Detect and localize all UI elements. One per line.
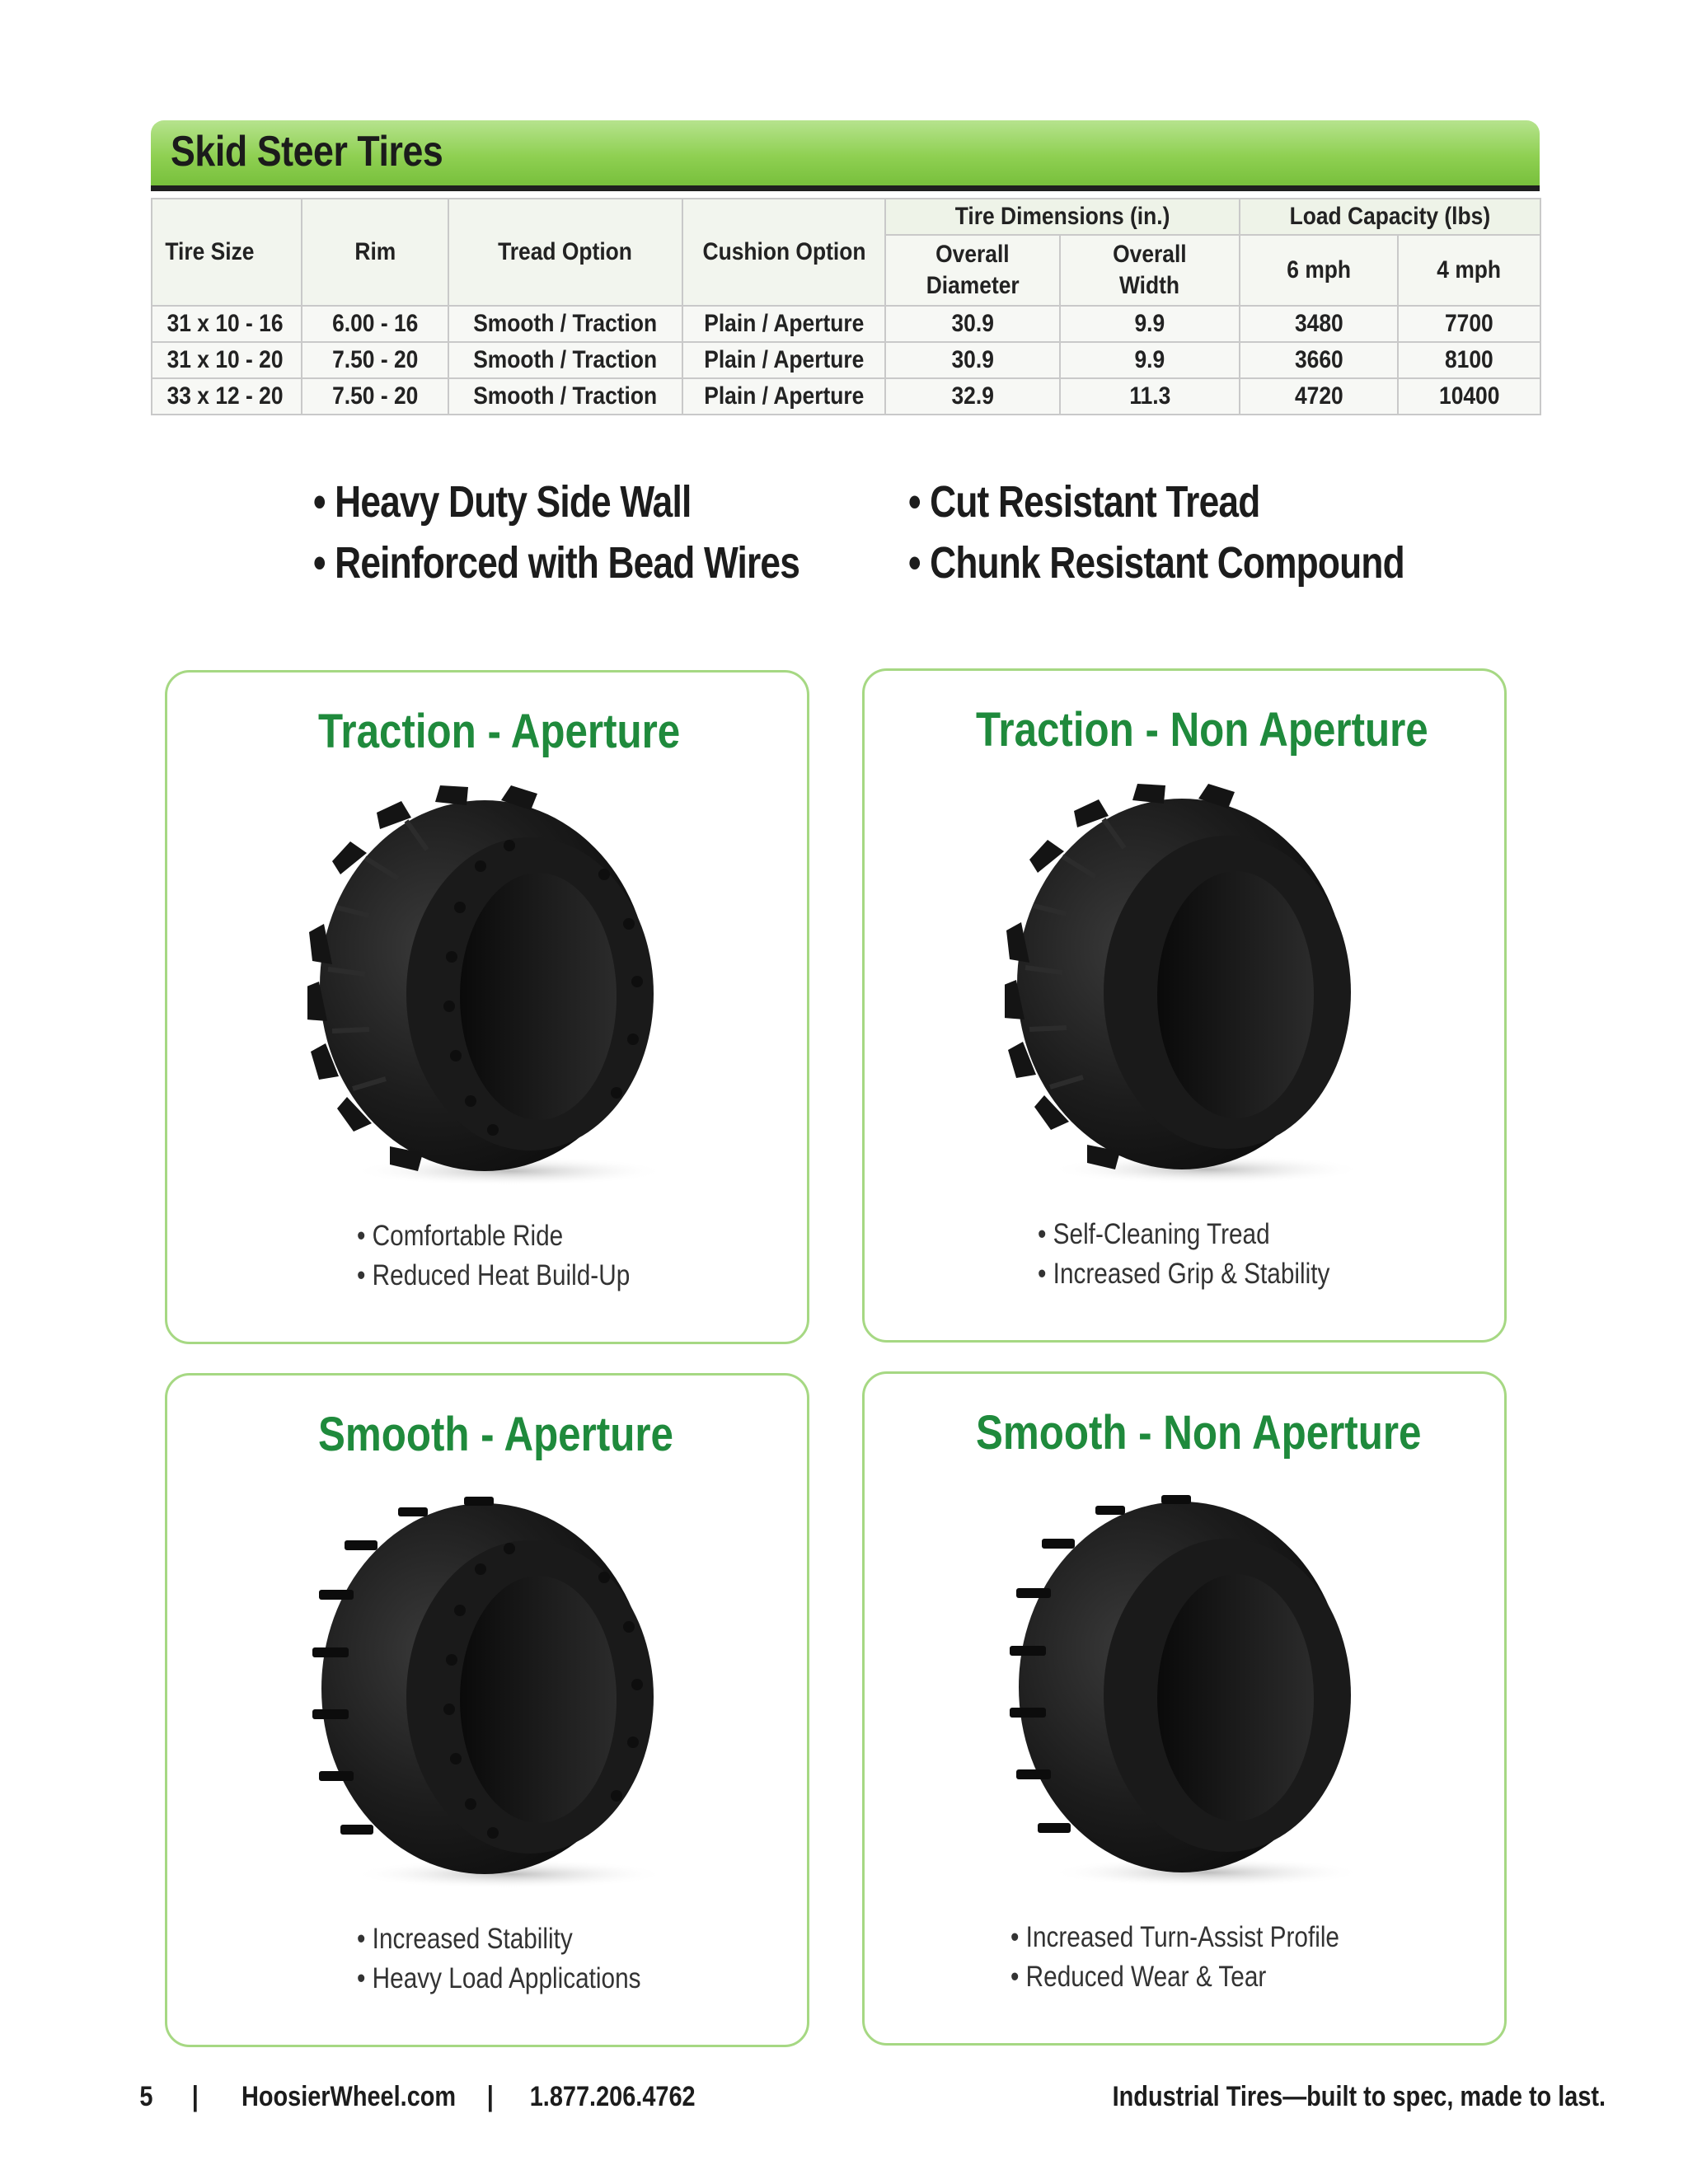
table-cell-width: 11.3 — [1060, 378, 1240, 415]
header-tread-option: Tread Option — [448, 199, 682, 306]
table-cell-cap4: 10400 — [1398, 378, 1540, 415]
table-cell-cap4: 7700 — [1398, 306, 1540, 342]
section-title: Skid Steer Tires — [171, 128, 443, 176]
header-tire-size: Tire Size — [152, 199, 302, 306]
card-bullets — [357, 1919, 641, 1999]
table-cell-size: 31 x 10 - 16 — [152, 306, 302, 342]
bullet-item: • Increased Grip & Stability — [1038, 1254, 1329, 1294]
bullet-item: • Increased Turn-Assist Profile — [1010, 1918, 1339, 1957]
footer-separator: | — [486, 2081, 494, 2112]
feature-bead-wires: • Reinforced with Bead Wires — [313, 538, 800, 588]
header-overall-width: Overall Width — [1060, 235, 1240, 306]
table-cell-cushion: Plain / Aperture — [682, 306, 885, 342]
table-cell-rim: 7.50 - 20 — [302, 342, 448, 378]
footer-tagline: Industrial Tires—built to spec, made to last. — [1112, 2081, 1606, 2112]
table-header-row — [152, 199, 1540, 235]
table-cell-rim: 6.00 - 16 — [302, 306, 448, 342]
specs-table — [151, 198, 1541, 415]
header-rim: Rim — [302, 199, 448, 306]
table-row — [152, 378, 1540, 415]
bullet-item: • Self-Cleaning Tread — [1038, 1215, 1329, 1254]
table-row — [152, 342, 1540, 378]
footer-separator: | — [191, 2081, 199, 2112]
table-cell-width: 9.9 — [1060, 306, 1240, 342]
footer-phone: 1.877.206.4762 — [529, 2081, 696, 2112]
header-overall-diameter: Overall Diameter — [885, 235, 1060, 306]
card-title: Smooth - Non Aperture — [976, 1406, 1422, 1460]
header-6mph: 6 mph — [1240, 235, 1398, 306]
table-cell-size: 33 x 12 - 20 — [152, 378, 302, 415]
feature-sidewall: • Heavy Duty Side Wall — [313, 477, 692, 527]
header-cushion-option: Cushion Option — [682, 199, 885, 306]
bullet-item: • Reduced Heat Build-Up — [357, 1256, 630, 1296]
card-title: Traction - Aperture — [318, 705, 681, 758]
bullet-item: • Reduced Wear & Tear — [1010, 1957, 1339, 1997]
card-smooth-non-aperture — [862, 1371, 1507, 2046]
table-cell-diameter: 30.9 — [885, 306, 1060, 342]
table-cell-cap4: 8100 — [1398, 342, 1540, 378]
table-cell-diameter: 32.9 — [885, 378, 1060, 415]
card-title: Traction - Non Aperture — [976, 703, 1428, 757]
table-cell-diameter: 30.9 — [885, 342, 1060, 378]
section-header-bar — [151, 120, 1540, 191]
table-cell-cap6: 4720 — [1240, 378, 1398, 415]
header-load-capacity: Load Capacity (lbs) — [1240, 199, 1540, 235]
card-bullets — [357, 1216, 630, 1296]
bullet-item: • Increased Stability — [357, 1919, 641, 1959]
table-cell-rim: 7.50 - 20 — [302, 378, 448, 415]
header-tire-dimensions: Tire Dimensions (in.) — [885, 199, 1240, 235]
header-4mph: 4 mph — [1398, 235, 1540, 306]
smooth-aperture-tire-image — [307, 1487, 670, 1899]
card-smooth-aperture — [165, 1373, 809, 2047]
card-traction-non-aperture — [862, 668, 1507, 1343]
bullet-item: • Comfortable Ride — [357, 1216, 630, 1256]
table-cell-cushion: Plain / Aperture — [682, 378, 885, 415]
footer-page-number: 5 — [139, 2081, 153, 2112]
smooth-non-aperture-tire-image — [1005, 1485, 1367, 1897]
card-title: Smooth - Aperture — [318, 1408, 673, 1461]
feature-cut-resistant: • Cut Resistant Tread — [908, 477, 1260, 527]
card-bullets — [1010, 1918, 1339, 1997]
table-body — [152, 306, 1540, 415]
feature-chunk-resistant: • Chunk Resistant Compound — [908, 538, 1404, 588]
bullet-item: • Heavy Load Applications — [357, 1959, 641, 1999]
table-cell-cap6: 3480 — [1240, 306, 1398, 342]
table-cell-width: 9.9 — [1060, 342, 1240, 378]
table-cell-tread: Smooth / Traction — [448, 342, 682, 378]
table-cell-size: 31 x 10 - 20 — [152, 342, 302, 378]
table-cell-cushion: Plain / Aperture — [682, 342, 885, 378]
table-row — [152, 306, 1540, 342]
traction-non-aperture-tire-image — [1005, 782, 1367, 1194]
table-cell-tread: Smooth / Traction — [448, 378, 682, 415]
table-cell-tread: Smooth / Traction — [448, 306, 682, 342]
table-cell-cap6: 3660 — [1240, 342, 1398, 378]
footer-website-link[interactable]: HoosierWheel.com — [241, 2081, 457, 2112]
traction-aperture-tire-image — [307, 784, 670, 1196]
card-traction-aperture — [165, 670, 809, 1344]
card-bullets — [1038, 1215, 1329, 1294]
